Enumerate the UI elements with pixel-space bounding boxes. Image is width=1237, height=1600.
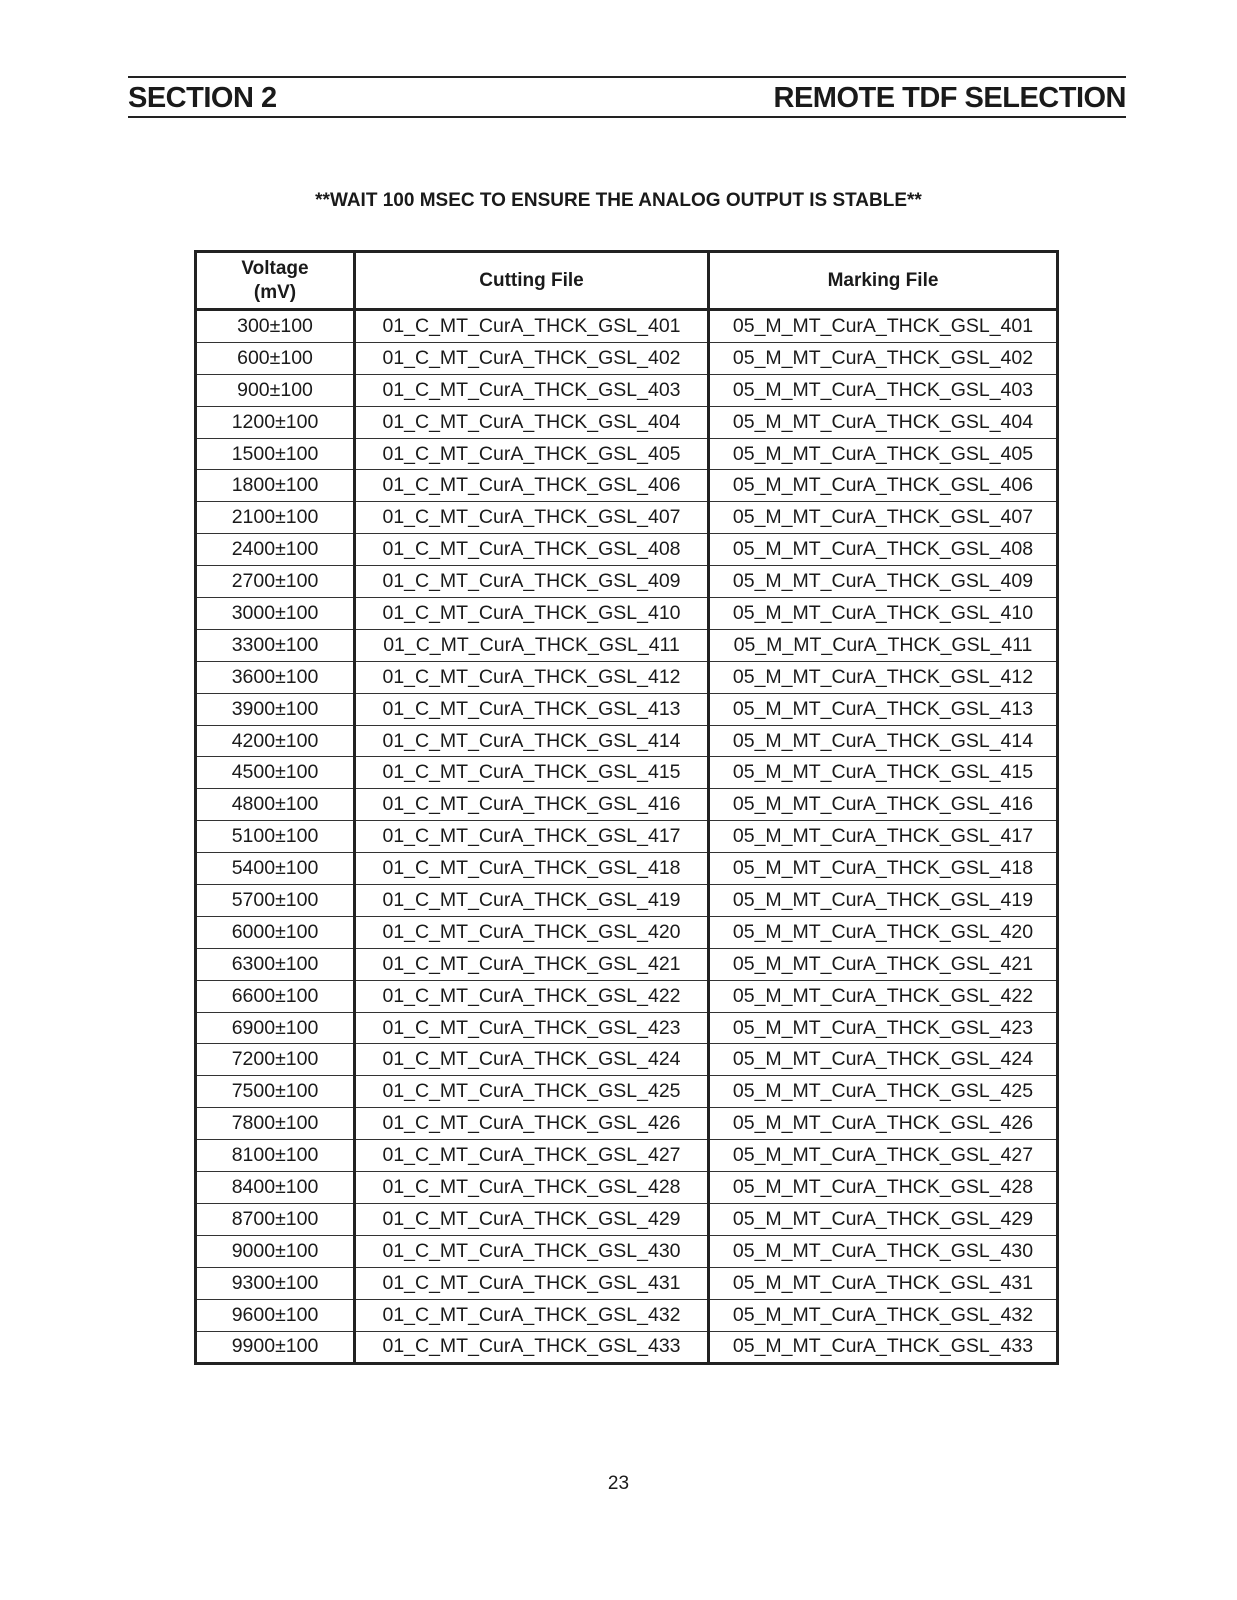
- marking-file-cell: 05_M_MT_CurA_THCK_GSL_420: [709, 916, 1058, 948]
- voltage-cell: 3000±100: [196, 598, 355, 630]
- voltage-cell: 4200±100: [196, 725, 355, 757]
- cutting-file-cell: 01_C_MT_CurA_THCK_GSL_421: [355, 948, 709, 980]
- table-row: [196, 821, 1058, 853]
- cutting-file-cell: 01_C_MT_CurA_THCK_GSL_431: [355, 1267, 709, 1299]
- marking-file-cell: 05_M_MT_CurA_THCK_GSL_405: [709, 438, 1058, 470]
- cutting-file-cell: 01_C_MT_CurA_THCK_GSL_405: [355, 438, 709, 470]
- marking-file-cell: 05_M_MT_CurA_THCK_GSL_408: [709, 534, 1058, 566]
- cutting-file-cell: 01_C_MT_CurA_THCK_GSL_417: [355, 821, 709, 853]
- voltage-cell: 2700±100: [196, 566, 355, 598]
- voltage-cell: 9900±100: [196, 1331, 355, 1364]
- table-row: [196, 1108, 1058, 1140]
- cutting-file-cell: 01_C_MT_CurA_THCK_GSL_406: [355, 470, 709, 502]
- voltage-cell: 3900±100: [196, 693, 355, 725]
- voltage-cell: 5400±100: [196, 853, 355, 885]
- voltage-cell: 2100±100: [196, 502, 355, 534]
- cutting-file-cell: 01_C_MT_CurA_THCK_GSL_424: [355, 1044, 709, 1076]
- section-label: SECTION 2: [128, 82, 277, 114]
- page-header: [128, 76, 1126, 118]
- table-row: [196, 629, 1058, 661]
- table-row: [196, 980, 1058, 1012]
- table-row: [196, 916, 1058, 948]
- table-row: [196, 693, 1058, 725]
- section-title: REMOTE TDF SELECTION: [773, 82, 1126, 114]
- cutting-file-cell: 01_C_MT_CurA_THCK_GSL_414: [355, 725, 709, 757]
- marking-file-cell: 05_M_MT_CurA_THCK_GSL_412: [709, 661, 1058, 693]
- cutting-file-cell: 01_C_MT_CurA_THCK_GSL_412: [355, 661, 709, 693]
- page-number: 23: [607, 1473, 630, 1494]
- cutting-file-cell: 01_C_MT_CurA_THCK_GSL_404: [355, 406, 709, 438]
- table-row: [196, 598, 1058, 630]
- column-header-marking-file: Marking File: [709, 252, 1058, 310]
- table-header-row: [196, 252, 1058, 310]
- voltage-cell: 7200±100: [196, 1044, 355, 1076]
- marking-file-cell: 05_M_MT_CurA_THCK_GSL_413: [709, 693, 1058, 725]
- marking-file-cell: 05_M_MT_CurA_THCK_GSL_402: [709, 342, 1058, 374]
- table-row: [196, 470, 1058, 502]
- cutting-file-cell: 01_C_MT_CurA_THCK_GSL_419: [355, 885, 709, 917]
- table-row: [196, 661, 1058, 693]
- table-row: [196, 406, 1058, 438]
- column-header-voltage: [196, 252, 355, 310]
- table-row: [196, 1331, 1058, 1364]
- cutting-file-cell: 01_C_MT_CurA_THCK_GSL_403: [355, 374, 709, 406]
- table-row: [196, 789, 1058, 821]
- marking-file-cell: 05_M_MT_CurA_THCK_GSL_425: [709, 1076, 1058, 1108]
- voltage-cell: 6300±100: [196, 948, 355, 980]
- column-header-voltage-label: Voltage (mV): [241, 257, 309, 303]
- marking-file-cell: 05_M_MT_CurA_THCK_GSL_426: [709, 1108, 1058, 1140]
- wait-notice: **WAIT 100 MSEC TO ENSURE THE ANALOG OUTPUT IS STABLE**: [315, 190, 922, 211]
- voltage-cell: 8700±100: [196, 1203, 355, 1235]
- cutting-file-cell: 01_C_MT_CurA_THCK_GSL_402: [355, 342, 709, 374]
- marking-file-cell: 05_M_MT_CurA_THCK_GSL_416: [709, 789, 1058, 821]
- marking-file-cell: 05_M_MT_CurA_THCK_GSL_424: [709, 1044, 1058, 1076]
- marking-file-cell: 05_M_MT_CurA_THCK_GSL_417: [709, 821, 1058, 853]
- marking-file-cell: 05_M_MT_CurA_THCK_GSL_403: [709, 374, 1058, 406]
- table-row: [196, 534, 1058, 566]
- voltage-cell: 3300±100: [196, 629, 355, 661]
- cutting-file-cell: 01_C_MT_CurA_THCK_GSL_426: [355, 1108, 709, 1140]
- marking-file-cell: 05_M_MT_CurA_THCK_GSL_423: [709, 1012, 1058, 1044]
- voltage-cell: 300±100: [237, 314, 313, 337]
- table-row: [196, 374, 1058, 406]
- marking-file-cell: 05_M_MT_CurA_THCK_GSL_432: [709, 1299, 1058, 1331]
- voltage-cell: 5100±100: [196, 821, 355, 853]
- marking-file-cell: 05_M_MT_CurA_THCK_GSL_406: [709, 470, 1058, 502]
- table-row: [196, 1076, 1058, 1108]
- table-row: [196, 566, 1058, 598]
- cutting-file-cell: 01_C_MT_CurA_THCK_GSL_427: [355, 1140, 709, 1172]
- voltage-cell: 6600±100: [196, 980, 355, 1012]
- marking-file-cell: 05_M_MT_CurA_THCK_GSL_409: [709, 566, 1058, 598]
- marking-file-cell: 05_M_MT_CurA_THCK_GSL_431: [709, 1267, 1058, 1299]
- voltage-cell: 6900±100: [196, 1012, 355, 1044]
- marking-file-cell: 05_M_MT_CurA_THCK_GSL_419: [709, 885, 1058, 917]
- voltage-cell: 600±100: [196, 342, 355, 374]
- voltage-cell: 2400±100: [196, 534, 355, 566]
- voltage-cell: 900±100: [196, 374, 355, 406]
- voltage-cell: 8100±100: [196, 1140, 355, 1172]
- voltage-cell: 3600±100: [196, 661, 355, 693]
- cutting-file-cell: 01_C_MT_CurA_THCK_GSL_420: [355, 916, 709, 948]
- cutting-file-cell: 01_C_MT_CurA_THCK_GSL_410: [355, 598, 709, 630]
- marking-file-cell: 05_M_MT_CurA_THCK_GSL_427: [709, 1140, 1058, 1172]
- cutting-file-cell: 01_C_MT_CurA_THCK_GSL_408: [355, 534, 709, 566]
- marking-file-cell: 05_M_MT_CurA_THCK_GSL_422: [709, 980, 1058, 1012]
- marking-file-cell: 05_M_MT_CurA_THCK_GSL_411: [709, 629, 1058, 661]
- table-row: [196, 1267, 1058, 1299]
- marking-file-cell: 05_M_MT_CurA_THCK_GSL_415: [709, 757, 1058, 789]
- voltage-cell: 9600±100: [196, 1299, 355, 1331]
- table-row: [196, 1140, 1058, 1172]
- table-row: [196, 502, 1058, 534]
- table-row: [196, 885, 1058, 917]
- marking-file-cell: 05_M_MT_CurA_THCK_GSL_418: [709, 853, 1058, 885]
- marking-file-cell: 05_M_MT_CurA_THCK_GSL_428: [709, 1172, 1058, 1204]
- marking-file-cell: 05_M_MT_CurA_THCK_GSL_401: [709, 310, 1058, 343]
- marking-file-cell: 05_M_MT_CurA_THCK_GSL_430: [709, 1235, 1058, 1267]
- voltage-cell: 5700±100: [196, 885, 355, 917]
- cutting-file-cell: 01_C_MT_CurA_THCK_GSL_430: [355, 1235, 709, 1267]
- marking-file-cell: 05_M_MT_CurA_THCK_GSL_404: [709, 406, 1058, 438]
- table-row: [196, 1203, 1058, 1235]
- cutting-file-cell: 01_C_MT_CurA_THCK_GSL_409: [355, 566, 709, 598]
- cutting-file-cell: 01_C_MT_CurA_THCK_GSL_415: [355, 757, 709, 789]
- table-row: [196, 1172, 1058, 1204]
- cutting-file-cell: 01_C_MT_CurA_THCK_GSL_432: [355, 1299, 709, 1331]
- voltage-cell: 7800±100: [196, 1108, 355, 1140]
- table-row: [196, 342, 1058, 374]
- table-body: [196, 310, 1058, 1364]
- table-row: [196, 1235, 1058, 1267]
- cutting-file-cell: 01_C_MT_CurA_THCK_GSL_425: [355, 1076, 709, 1108]
- table-row: [196, 1044, 1058, 1076]
- table-row: [196, 310, 1058, 343]
- cutting-file-cell: 01_C_MT_CurA_THCK_GSL_423: [355, 1012, 709, 1044]
- table-row: [196, 438, 1058, 470]
- table-row: [196, 853, 1058, 885]
- cutting-file-cell: 01_C_MT_CurA_THCK_GSL_401: [355, 310, 709, 343]
- table-row: [196, 948, 1058, 980]
- marking-file-cell: 05_M_MT_CurA_THCK_GSL_433: [709, 1331, 1058, 1364]
- tdf-selection-table: [194, 250, 1059, 1365]
- cutting-file-cell: 01_C_MT_CurA_THCK_GSL_416: [355, 789, 709, 821]
- cutting-file-cell: 01_C_MT_CurA_THCK_GSL_418: [355, 853, 709, 885]
- marking-file-cell: 05_M_MT_CurA_THCK_GSL_429: [709, 1203, 1058, 1235]
- column-header-cutting-file: Cutting File: [355, 252, 709, 310]
- marking-file-cell: 05_M_MT_CurA_THCK_GSL_407: [709, 502, 1058, 534]
- voltage-cell: 9300±100: [196, 1267, 355, 1299]
- cutting-file-cell: 01_C_MT_CurA_THCK_GSL_407: [355, 502, 709, 534]
- marking-file-cell: 05_M_MT_CurA_THCK_GSL_410: [709, 598, 1058, 630]
- voltage-cell: 4800±100: [196, 789, 355, 821]
- table-row: [196, 1299, 1058, 1331]
- cutting-file-cell: 01_C_MT_CurA_THCK_GSL_433: [355, 1331, 709, 1364]
- cutting-file-cell: 01_C_MT_CurA_THCK_GSL_422: [355, 980, 709, 1012]
- voltage-cell: 4500±100: [196, 757, 355, 789]
- voltage-cell: 1200±100: [196, 406, 355, 438]
- voltage-cell: 6000±100: [196, 916, 355, 948]
- table-row: [196, 725, 1058, 757]
- voltage-cell: 1500±100: [196, 438, 355, 470]
- marking-file-cell: 05_M_MT_CurA_THCK_GSL_414: [709, 725, 1058, 757]
- cutting-file-cell: 01_C_MT_CurA_THCK_GSL_411: [355, 629, 709, 661]
- table-row: [196, 1012, 1058, 1044]
- voltage-cell: 9000±100: [196, 1235, 355, 1267]
- voltage-cell: 1800±100: [196, 470, 355, 502]
- cutting-file-cell: 01_C_MT_CurA_THCK_GSL_428: [355, 1172, 709, 1204]
- cutting-file-cell: 01_C_MT_CurA_THCK_GSL_413: [355, 693, 709, 725]
- cutting-file-cell: 01_C_MT_CurA_THCK_GSL_429: [355, 1203, 709, 1235]
- marking-file-cell: 05_M_MT_CurA_THCK_GSL_421: [709, 948, 1058, 980]
- table-row: [196, 757, 1058, 789]
- voltage-cell: 8400±100: [196, 1172, 355, 1204]
- voltage-cell: 7500±100: [196, 1076, 355, 1108]
